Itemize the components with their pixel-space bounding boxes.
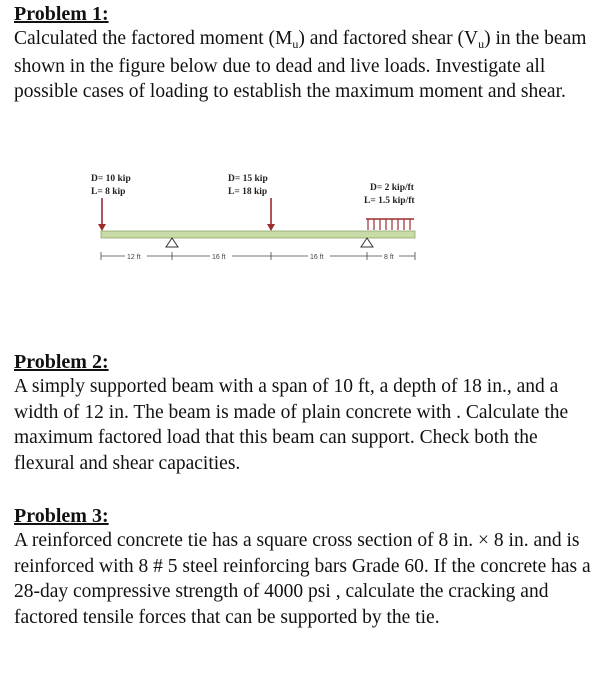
subscript-u: u	[292, 37, 299, 51]
subscript-u: u	[478, 37, 485, 51]
beam	[101, 231, 415, 238]
problem-3-text: A reinforced concrete tie has a square cross section of 8 in. × 8 in. and is reinforced with 8 # 5 steel reinforcing bars Grade 60. If the concrete has a 28-day compressive strength of 4000 psi , calculate the cracking and factored tensile forces that can be supported by the tie.	[14, 530, 591, 628]
load-3-dead-label: D= 2 kip/ft	[370, 183, 414, 193]
problem-1-text-part-b: ) and factored shear (V	[298, 28, 479, 49]
span-2-label: 16 ft	[212, 254, 226, 261]
point-load-2-arrow	[267, 198, 275, 231]
problem-2-text: A simply supported beam with a span of 10 ft, a depth of 18 in., and a width of 12 in. The beam is made of plain concrete with . Calculate the maximum factored load that this beam can support. Check both the flexural and shear capacities.	[14, 376, 569, 474]
dimension-line	[101, 252, 415, 260]
problem-3-section	[14, 504, 599, 630]
problem-1-text	[14, 26, 599, 105]
problem-2-heading: Problem 2:	[14, 351, 109, 373]
problem-1-text-part-a: Calculated the factored moment (M	[14, 28, 293, 49]
support-1-icon	[166, 238, 178, 247]
point-load-1-arrow	[98, 198, 106, 231]
beam-figure	[80, 168, 430, 268]
load-2-live-label: L= 18 kip	[228, 187, 268, 197]
load-3-live-label: L= 1.5 kip/ft	[364, 196, 415, 206]
problem-3-heading: Problem 3:	[14, 505, 109, 527]
load-1-live-label: L= 8 kip	[91, 187, 126, 197]
span-4-label: 8 ft	[384, 254, 394, 261]
load-1-dead-label: D= 10 kip	[91, 174, 131, 184]
problem-1-heading: Problem 1:	[14, 3, 109, 25]
span-3-label: 16 ft	[310, 254, 324, 261]
distributed-load-arrows	[366, 219, 414, 230]
span-1-label: 12 ft	[127, 254, 141, 261]
problem-1-text-part-c: ) in the beam shown in the figure below due to dead and live loads. Investigate all possible cases of loading to establish the maximum moment and shear.	[14, 28, 587, 102]
problem-2-section	[14, 350, 599, 476]
support-2-icon	[361, 238, 373, 247]
load-2-dead-label: D= 15 kip	[228, 174, 268, 184]
problem-1-section	[14, 2, 599, 105]
